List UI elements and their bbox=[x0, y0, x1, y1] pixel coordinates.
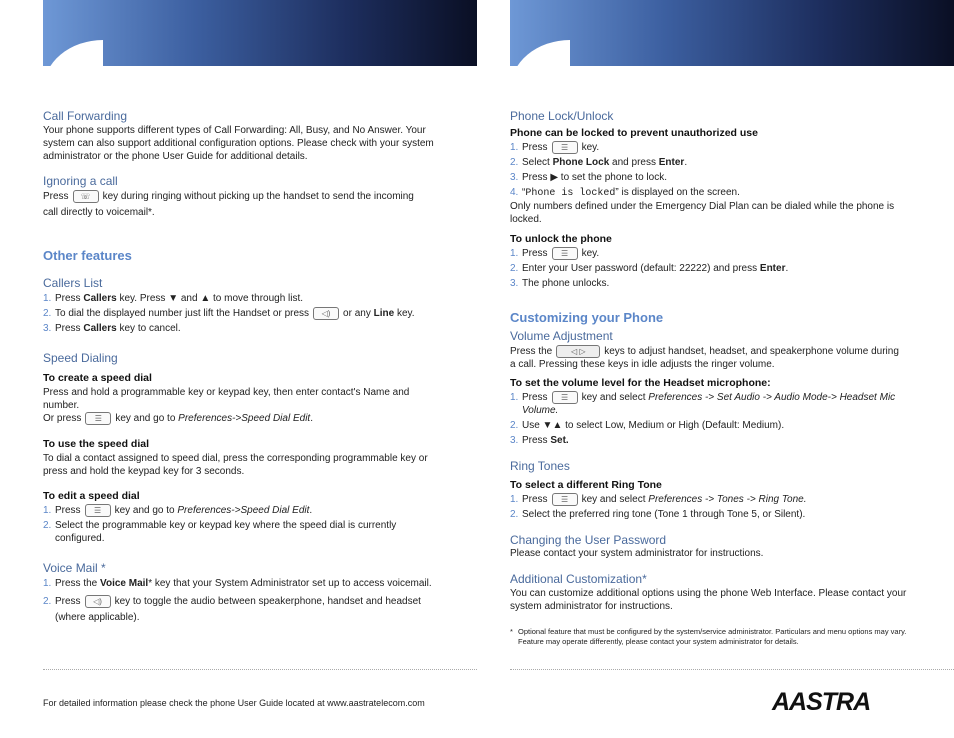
lock-note: Only numbers defined under the Emergency Dial Plan can be dialed while the phone is locked. bbox=[510, 201, 895, 225]
footnote-mark: * bbox=[510, 627, 513, 636]
lock-subheading: Phone can be locked to prevent unauthorized use bbox=[510, 127, 758, 139]
speaker-key-icon: ◁) bbox=[85, 595, 111, 608]
volume-text-2: a call. Pressing these keys in idle adjusts the ringer volume. bbox=[510, 359, 775, 370]
volume-text: Press the ◁ ▷ keys to adjust handset, headset, and speakerphone volume during bbox=[510, 346, 899, 358]
unlock-subheading: To unlock the phone bbox=[510, 233, 612, 245]
left-divider bbox=[43, 669, 477, 670]
create-speed-dial-text: Press and hold a programmable key or keypad key, then enter contact's Name and number. bbox=[43, 387, 410, 411]
speed-dialing-heading: Speed Dialing bbox=[43, 351, 118, 365]
menu-key-icon: ☰ bbox=[552, 247, 578, 260]
menu-key-icon: ☰ bbox=[552, 141, 578, 154]
voice-mail-text-cont: (where applicable). bbox=[55, 612, 140, 623]
headset-mic-subheading: To set the volume level for the Headset microphone: bbox=[510, 377, 771, 389]
list-item: 3. Press Set. bbox=[510, 435, 569, 446]
list-item: 2. Press ◁) key to toggle the audio between speakerphone, handset and headset bbox=[43, 596, 421, 608]
create-speed-dial-heading: To create a speed dial bbox=[43, 372, 152, 384]
ignoring-call-text: Press ☏ key during ringing without picking up the handset to send the incoming bbox=[43, 191, 414, 203]
other-features-heading: Other features bbox=[43, 248, 132, 263]
ignoring-call-text-2: call directly to voicemail*. bbox=[43, 207, 155, 218]
list-item: 1. Press Callers key. Press ▼ and ▲ to move through list. bbox=[43, 293, 304, 304]
footer-text: For detailed information please check the phone User Guide located at www.aastratelecom.com bbox=[43, 698, 425, 708]
list-item: 3. Press ▶ to set the phone to lock. bbox=[510, 172, 667, 183]
password-text: Please contact your system administrator for instructions. bbox=[510, 548, 764, 559]
list-item: 3. The phone unlocks. bbox=[510, 278, 610, 289]
additional-customization-text: You can customize additional options using the phone Web Interface. Please contact your system administrator for instructions. bbox=[510, 588, 907, 612]
list-item: 1. Press ☰ key and go to Preferences->Speed Dial Edit. bbox=[43, 505, 313, 517]
voice-mail-heading: Voice Mail * bbox=[43, 561, 106, 575]
call-forwarding-heading: Call Forwarding bbox=[43, 109, 128, 123]
callers-list-heading: Callers List bbox=[43, 276, 103, 290]
edit-speed-dial-heading: To edit a speed dial bbox=[43, 490, 140, 502]
list-item: 2. Enter your User password (default: 22222) and press Enter. bbox=[510, 263, 789, 274]
list-item: 1. Press the Voice Mail* key that your System Administrator set up to access voicemail. bbox=[43, 578, 432, 589]
list-item: 1. Press ☰ key and select Preferences -> Tones -> Ring Tone. bbox=[510, 494, 807, 506]
right-divider bbox=[510, 669, 954, 670]
ignoring-call-heading: Ignoring a call bbox=[43, 174, 118, 188]
ring-tones-heading: Ring Tones bbox=[510, 459, 570, 473]
aastra-logo: AASTRA bbox=[772, 688, 871, 716]
list-item: 2. To dial the displayed number just lift the Handset or press ◁) or any Line key. bbox=[43, 308, 415, 320]
customizing-heading: Customizing your Phone bbox=[510, 310, 664, 325]
speaker-key-icon: ◁) bbox=[313, 307, 339, 320]
menu-key-icon: ☰ bbox=[552, 391, 578, 404]
password-heading: Changing the User Password bbox=[510, 533, 667, 547]
list-item: 2. Use ▼▲ to select Low, Medium or High (Default: Medium). bbox=[510, 420, 785, 431]
volume-heading: Volume Adjustment bbox=[510, 329, 613, 343]
use-speed-dial-heading: To use the speed dial bbox=[43, 438, 149, 450]
call-forwarding-text: Your phone supports different types of Call Forwarding: All, Busy, and No Answer. Your system can also support additional configuration options. Please check with your system administrator or the phone User Guide for additional details. bbox=[43, 125, 434, 162]
volume-item-cont: Volume. bbox=[522, 405, 559, 416]
list-item: 2. Select the programmable key or keypad key where the speed dial is currently configured. bbox=[43, 520, 397, 544]
use-speed-dial-text: To dial a contact assigned to speed dial, press the corresponding programmable key or press and hold the keypad key for 3 seconds. bbox=[43, 453, 428, 477]
create-speed-dial-or: Or press ☰ key and go to Preferences->Speed Dial Edit. bbox=[43, 413, 313, 425]
ignore-key-icon: ☏ bbox=[73, 190, 99, 203]
phone-lock-heading: Phone Lock/Unlock bbox=[510, 109, 614, 123]
ring-tone-subheading: To select a different Ring Tone bbox=[510, 479, 662, 491]
footnote-text: Optional feature that must be configured by the system/service administrator. Particulars and menu options may vary. Feature may operate differently, please contact your system administrator for details. bbox=[518, 627, 907, 646]
additional-customization-heading: Additional Customization* bbox=[510, 572, 647, 586]
left-header-banner bbox=[43, 0, 477, 90]
menu-key-icon: ☰ bbox=[85, 504, 111, 517]
list-item: 3. Press Callers key to cancel. bbox=[43, 323, 181, 334]
volume-key-icon: ◁ ▷ bbox=[556, 345, 600, 358]
right-header-banner bbox=[510, 0, 954, 90]
menu-key-icon: ☰ bbox=[85, 412, 111, 425]
list-item: 4. “Phone is locked” is displayed on the screen. bbox=[510, 187, 740, 199]
list-item: 1. Press ☰ key. bbox=[510, 142, 600, 154]
list-item: 1. Press ☰ key and select Preferences -> Set Audio -> Audio Mode-> Headset Mic bbox=[510, 392, 896, 404]
list-item: 2. Select the preferred ring tone (Tone 1 through Tone 5, or Silent). bbox=[510, 509, 806, 520]
list-item: 1. Press ☰ key. bbox=[510, 248, 600, 260]
menu-key-icon: ☰ bbox=[552, 493, 578, 506]
list-item: 2. Select Phone Lock and press Enter. bbox=[510, 157, 688, 168]
